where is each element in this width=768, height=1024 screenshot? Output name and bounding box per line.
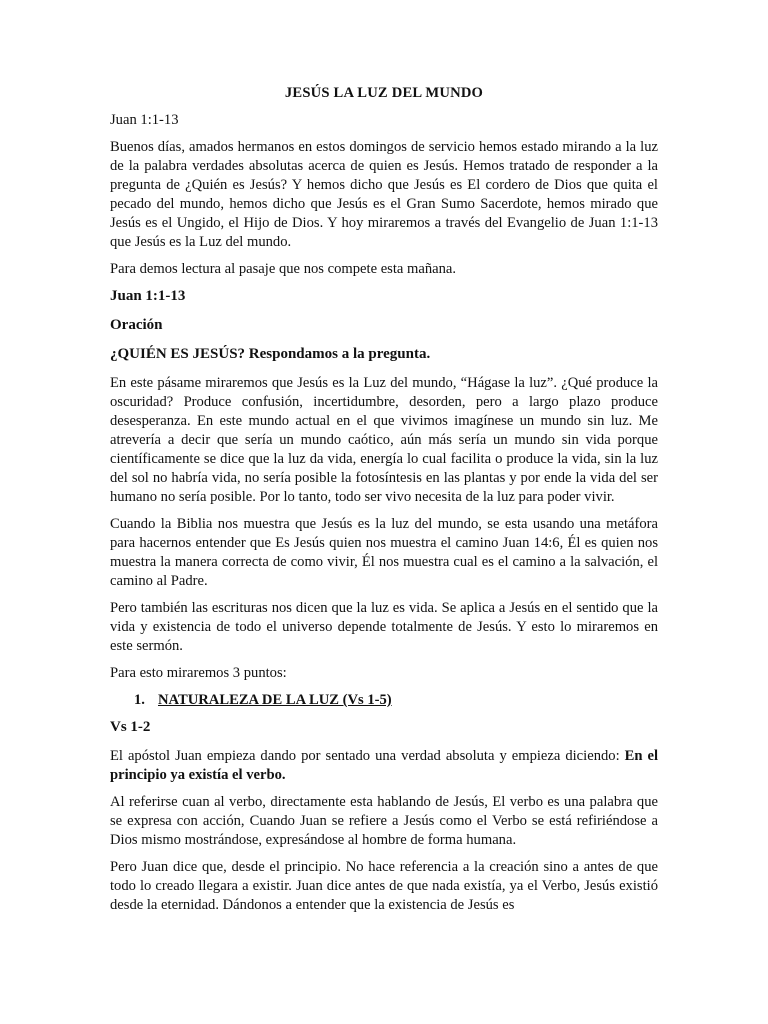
point-1-number: 1.	[134, 692, 145, 708]
paragraph-reading-prompt: Para demos lectura al pasaje que nos compete esta mañana.	[110, 261, 457, 277]
paragraph-apostle	[110, 747, 658, 785]
point-1	[110, 691, 658, 710]
heading-verses: Vs 1-2	[110, 719, 151, 735]
paragraph-intro: Buenos días, amados hermanos en estos domingos de servicio hemos estado mirando a la luz de la palabra verdades absolutas acerca de quien es Jesús. Hemos tratado de responder a la pregunta de ¿Quién es Jesús? Y hemos dicho que Jesús es El cordero de Dios que quita el pecado del mundo, hemos dicho que Jesús es el Gran Sumo Sacerdote, hemos mirado que Jesús es el Ungido, el Hijo de Dios. Y hoy miraremos a través del Evangelio de Juan 1:1-13 que Jesús es la Luz del mundo.	[110, 139, 658, 250]
heading-question: ¿QUIÉN ES JESÚS? Respondamos a la pregunta.	[110, 346, 431, 362]
point-1-text: NATURALEZA DE LA LUZ (Vs 1-5)	[158, 692, 392, 708]
heading-prayer: Oración	[110, 317, 163, 333]
paragraph-beginning: Pero Juan dice que, desde el principio. No hace referencia a la creación sino a antes de que todo lo creado llegara a existir. Juan dice antes de que nada existía, ya el Verbo, Jesús existió desde la eternidad. Dándonos a entender que la existencia de Jesús es	[110, 859, 658, 913]
paragraph-darkness: En este pásame miraremos que Jesús es la Luz del mundo, “Hágase la luz”. ¿Qué produce la oscuridad? Produce confusión, incertidumbre, desorden, pero a largo plazo produce desesperanza. En este mundo actual en el que vivimos imagínese un mundo sin luz. Me atrevería a decir que sería un mundo caótico, aún más sería un mundo sin vida porque científicamente se dice que la luz da vida, energía lo cual facilita o produce la vida, sin la luz del sol no habría vida, no sería posible la fotosíntesis en las plantas y por ende la vida del ser humano no sería posible. Por lo tanto, todo ser vivo necesita de la luz para poder vivir.	[110, 375, 658, 505]
document-page	[110, 84, 658, 923]
scripture-reference: Juan 1:1-13	[110, 112, 179, 128]
heading-reading: Juan 1:1-13	[110, 288, 186, 304]
paragraph-apostle-quote: En el principio ya existía el verbo.	[110, 748, 658, 783]
paragraph-life: Pero también las escrituras nos dicen que la luz es vida. Se aplica a Jesús en el sentido que la vida y existencia de todo el universo depende totalmente de Jesús. Y esto lo miraremos en este sermón.	[110, 600, 658, 654]
paragraph-metaphor: Cuando la Biblia nos muestra que Jesús es la luz del mundo, se esta usando una metáfora para hacernos entender que Es Jesús quien nos muestra el camino Juan 14:6, Él es quien nos muestra la manera correcta de como vivir, Él nos muestra cual es el camino a la salvación, el camino al Padre.	[110, 516, 658, 589]
document-title: JESÚS LA LUZ DEL MUNDO	[284, 85, 484, 101]
paragraph-apostle-text: El apóstol Juan empieza dando por sentado una verdad absoluta y empieza diciendo:	[110, 748, 625, 764]
paragraph-verb: Al referirse cuan al verbo, directamente esta hablando de Jesús, El verbo es una palabra que se expresa con acción, Cuando Juan se refiere a Jesús como el Verbo se está refiriéndose a Dios mismo mostrándose, expresándose al hombre de forma humana.	[110, 794, 658, 848]
paragraph-points: Para esto miraremos 3 puntos:	[110, 665, 287, 681]
